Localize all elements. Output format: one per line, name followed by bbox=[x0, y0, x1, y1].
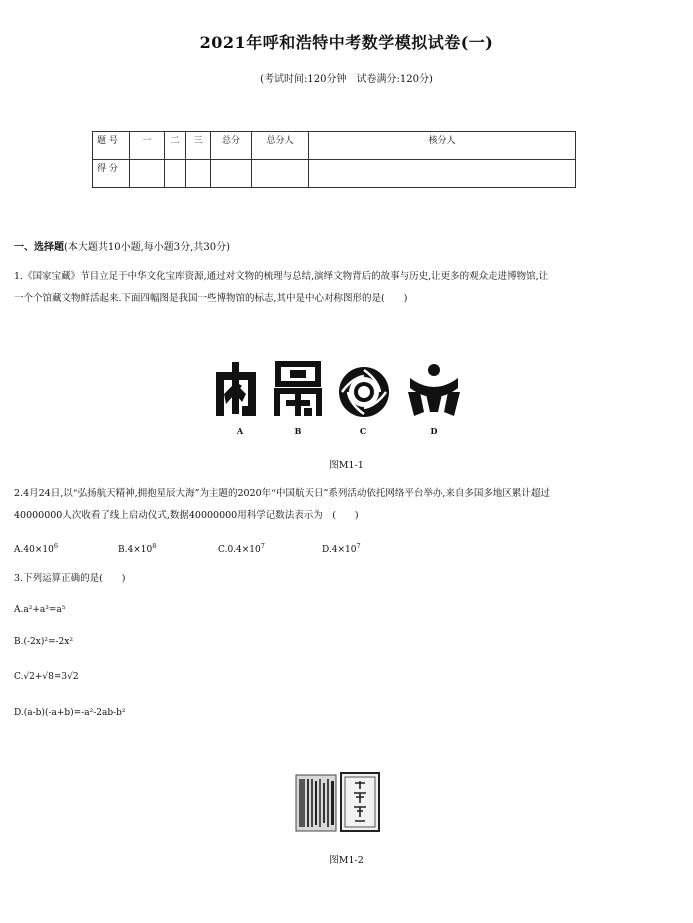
score-table-header-row bbox=[93, 132, 576, 160]
q3-option-c: C.√2+√8=3√2 bbox=[14, 672, 79, 682]
q2-option-c: $C.0.4\times 10^7$ bbox=[218, 542, 265, 555]
figure-letter-a: A bbox=[236, 426, 244, 436]
emblem-d bbox=[408, 364, 460, 416]
question-2 bbox=[14, 483, 679, 527]
score-cell-2: 二 bbox=[165, 132, 186, 160]
score-cell-checker: 核分人 bbox=[309, 132, 576, 160]
q2-line1: 2.4月24日,以“弘扬航天精神,拥抱星辰大海”为主题的2020年“中国航天日”系列活动依托网络平台举办,来自多国多地区累计超过 bbox=[14, 488, 550, 499]
section-title: 一、选择题 bbox=[14, 242, 64, 253]
museum-emblems bbox=[212, 360, 464, 420]
book-photo-left bbox=[296, 775, 336, 831]
exam-subtitle: (考试时间:120分钟 试卷满分:120分) bbox=[260, 74, 433, 85]
q1-line1: 1.《国家宝藏》节目立足于中华文化宝库资源,通过对文物的梳理与总结,演绎文物背后的故事与历史,让更多的观众走进博物馆,让 bbox=[14, 271, 549, 282]
figure-letter-c: C bbox=[359, 426, 367, 436]
q2-option-b: $B.4\times 10^8$ bbox=[118, 542, 157, 555]
section-note: (本大题共10小题,每小题3分,共30分) bbox=[64, 242, 230, 253]
section-heading bbox=[14, 238, 230, 253]
score-table bbox=[92, 131, 576, 188]
score-input-2 bbox=[165, 160, 186, 188]
q3-option-d: D.(a-b)(-a+b)=-a²-2ab-b² bbox=[14, 708, 126, 718]
figure-letter-b: B bbox=[294, 426, 302, 436]
q3-option-a: A.a²+a³=a⁵ bbox=[14, 605, 66, 615]
book-photos bbox=[295, 771, 381, 833]
score-input-total bbox=[211, 160, 252, 188]
score-input-checker bbox=[309, 160, 576, 188]
score-cell-3: 三 bbox=[186, 132, 211, 160]
score-input-1 bbox=[130, 160, 165, 188]
figure-caption-m1-1: 图M1-1 bbox=[329, 460, 364, 471]
q1-line2: 一个个馆藏文物鲜活起来.下面四幅图是我国一些博物馆的标志,其中是中心对称图形的是( ) bbox=[14, 293, 408, 304]
emblem-a bbox=[216, 362, 256, 416]
question-3-stem: 3.下列运算正确的是( ) bbox=[14, 573, 126, 584]
score-cell-label: 题 号 bbox=[93, 132, 130, 160]
q2-line2: 40000000人次收看了线上启动仪式,数据40000000用科学记数法表示为 ( ) bbox=[14, 510, 359, 521]
question-1 bbox=[14, 266, 679, 310]
score-cell-scorer: 总分人 bbox=[252, 132, 309, 160]
emblem-c bbox=[339, 367, 389, 417]
score-row-label: 得 分 bbox=[93, 160, 130, 188]
score-cell-1: 一 bbox=[130, 132, 165, 160]
q2-option-a: $A.40\times 10^6$ bbox=[14, 542, 58, 555]
score-cell-total: 总分 bbox=[211, 132, 252, 160]
score-input-3 bbox=[186, 160, 211, 188]
exam-title: 2021年呼和浩特中考数学模拟试卷(一) bbox=[199, 33, 494, 52]
figure-caption-m1-2: 图M1-2 bbox=[329, 855, 364, 866]
book-photo-right bbox=[341, 773, 379, 831]
figure-letter-d: D bbox=[430, 426, 438, 436]
emblem-b bbox=[274, 364, 322, 416]
score-table-score-row bbox=[93, 160, 576, 188]
q3-option-b: B.(-2x)²=-2x² bbox=[14, 637, 73, 647]
q2-option-d: $D.4\times 10^7$ bbox=[322, 542, 361, 555]
score-input-scorer bbox=[252, 160, 309, 188]
